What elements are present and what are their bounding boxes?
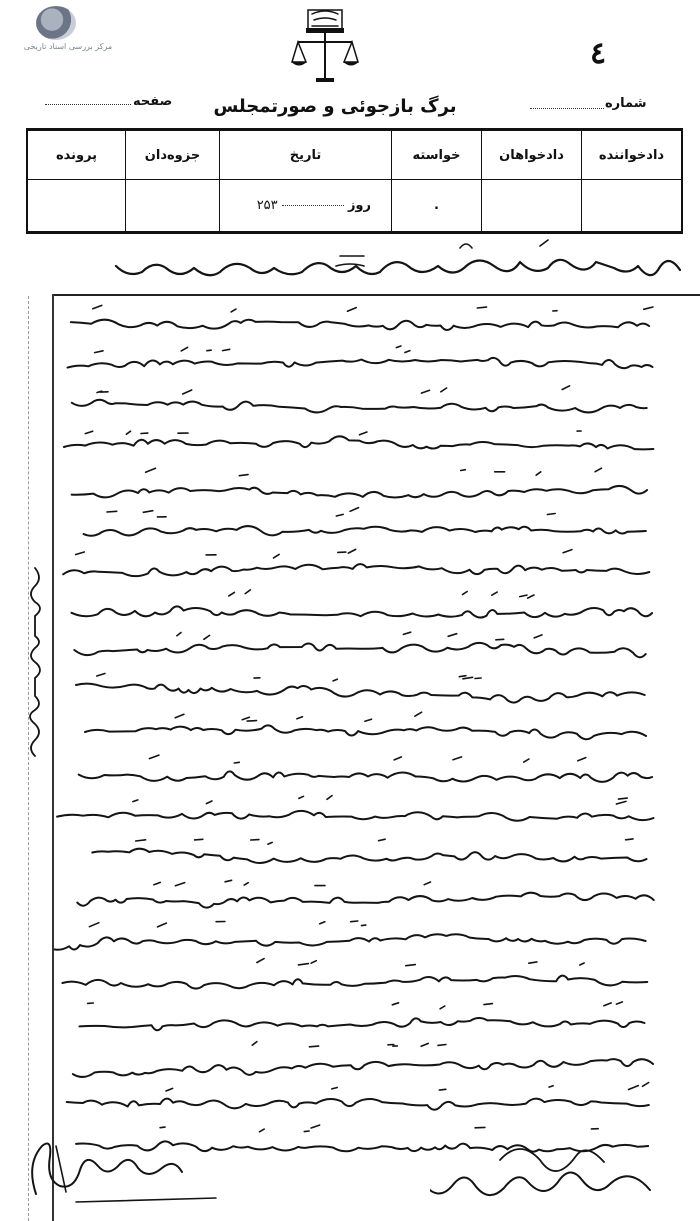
handwriting-diacritic (643, 1083, 649, 1087)
handwriting-line (64, 436, 654, 449)
first-sheet-handwriting (40, 236, 690, 296)
handwriting-diacritic (97, 674, 105, 677)
table-header-row (28, 131, 682, 180)
number-field-line (530, 108, 604, 109)
signature-right (430, 1140, 670, 1215)
handwriting-diacritic (146, 468, 156, 472)
handwriting-line (63, 564, 649, 576)
table-cell (28, 180, 126, 232)
handwriting-diacritic (439, 1089, 445, 1090)
handwriting-diacritic (403, 632, 410, 634)
handwriting-diacritic (229, 592, 235, 596)
table-row (28, 180, 682, 232)
page-field-line (45, 104, 131, 105)
handwriting-diacritic (578, 758, 586, 761)
handwriting-diacritic (242, 717, 249, 719)
handwriting-diacritic (362, 925, 366, 926)
handwriting-diacritic (297, 717, 303, 719)
column-header: تاریخ (220, 131, 392, 180)
handwriting-diacritic (158, 923, 167, 927)
handwriting-line (74, 643, 645, 657)
handwriting-line (84, 526, 646, 536)
handwriting-diacritic (528, 595, 534, 598)
handwriting-diacritic (529, 962, 537, 963)
handwriting-diacritic (453, 757, 462, 760)
handwriting-diacritic (143, 511, 153, 513)
handwriting-diacritic (234, 762, 239, 763)
column-header: خواسته (392, 131, 482, 180)
handwriting-diacritic (223, 349, 230, 350)
handwriting-diacritic (309, 1046, 318, 1047)
handwriting-diacritic (311, 1125, 320, 1128)
handwriting-line (62, 976, 647, 989)
handwriting-diacritic (166, 1088, 173, 1091)
handwriting-diacritic (563, 550, 572, 553)
handwriting-diacritic (534, 635, 542, 638)
handwriting-diacritic (459, 676, 466, 677)
handwriting-diacritic (406, 965, 416, 966)
watermark-logo (8, 6, 128, 58)
handwriting-diacritic (244, 883, 248, 885)
handwriting-diacritic (604, 1003, 611, 1006)
number-label: شماره (605, 96, 647, 111)
handwriting-diacritic (549, 1086, 553, 1087)
handwriting-diacritic (461, 470, 466, 471)
handwriting-diacritic (160, 1127, 165, 1128)
handwriting-line (79, 771, 652, 781)
table-cell (482, 180, 582, 232)
table-cell (126, 180, 220, 232)
handwriting-diacritic (396, 346, 401, 348)
handwriting-diacritic (379, 839, 386, 841)
page-label: صفحه (133, 94, 173, 109)
handwriting-diacritic (424, 882, 430, 885)
handwriting-diacritic (616, 801, 626, 804)
handwriting-diacritic (107, 511, 117, 512)
handwriting-diacritic (536, 472, 541, 475)
handwriting-diacritic (304, 1131, 309, 1132)
case-header-table (26, 128, 683, 234)
handwriting-line (92, 849, 646, 863)
handwriting-diacritic (351, 921, 358, 922)
form-title: برگ بازجوئی و صورتمجلس (213, 96, 457, 117)
handwriting-diacritic (626, 839, 633, 840)
handwriting-diacritic (225, 880, 232, 882)
handwriting-diacritic (616, 1002, 622, 1004)
handwriting-diacritic (619, 798, 628, 799)
handwriting-diacritic (239, 475, 248, 476)
handwriting-diacritic (149, 755, 159, 759)
handwriting-diacritic (562, 386, 569, 390)
handwriting-line (71, 606, 652, 617)
handwriting-diacritic (252, 1042, 257, 1046)
handwriting-diacritic (95, 351, 103, 353)
handwriting-diacritic (177, 633, 181, 636)
handwriting-diacritic (299, 796, 304, 798)
column-header: جزوه‌دان (126, 131, 220, 180)
handwriting-diacritic (175, 883, 184, 886)
handwriting-diacritic (438, 1045, 446, 1046)
handwriting-diacritic (629, 1086, 639, 1090)
column-header: پرونده (28, 131, 126, 180)
handwriting-diacritic (76, 552, 85, 555)
handwriting-diacritic (136, 840, 146, 841)
handwriting-diacritic (463, 592, 468, 595)
handwriting-diacritic (547, 514, 555, 515)
watermark-text: مرکز بررسی اسناد تاریخی (23, 42, 113, 51)
table-cell (582, 180, 682, 232)
handwriting-diacritic (298, 964, 308, 965)
handwriting-diacritic (347, 308, 356, 312)
handwriting-diacritic (333, 679, 337, 681)
handwriting-diacritic (421, 1043, 428, 1046)
handwriting-diacritic (257, 959, 264, 963)
handwriting-diacritic (475, 678, 481, 679)
column-header: دادخواننده (582, 131, 682, 180)
handwriting-diacritic (175, 714, 184, 718)
handwritten-testimony (54, 296, 694, 1221)
handwriting-line (85, 725, 646, 739)
handwriting-diacritic (415, 712, 422, 716)
handwriting-line (67, 1099, 649, 1110)
handwriting-diacritic (195, 839, 203, 840)
handwriting-diacritic (440, 1006, 445, 1009)
signature-left (16, 1132, 226, 1212)
handwriting-diacritic (245, 590, 250, 594)
handwriting-diacritic (133, 800, 138, 802)
handwriting-diacritic (644, 307, 653, 309)
handwriting-diacritic (348, 549, 355, 553)
handwriting-diacritic (207, 350, 211, 351)
handwriting-diacritic (441, 388, 447, 392)
handwriting-diacritic (394, 757, 401, 760)
handwriting-diacritic (477, 307, 486, 308)
handwriting-diacritic (320, 922, 325, 924)
handwriting-diacritic (448, 634, 457, 637)
handwriting-diacritic (311, 961, 316, 964)
handwriting-diacritic (260, 1129, 265, 1132)
date-day-label: روز (347, 198, 371, 213)
handwriting-diacritic (524, 759, 529, 762)
handwriting-diacritic (274, 554, 280, 558)
handwriting-diacritic (183, 390, 192, 394)
handwriting-diacritic (360, 432, 367, 435)
handwriting-diacritic (85, 431, 92, 433)
handwriting-diacritic (93, 305, 102, 308)
handwriting-line (68, 358, 653, 368)
handwriting-line (72, 400, 647, 413)
handwriting-diacritic (392, 1003, 398, 1005)
date-field-line (282, 205, 344, 206)
column-header: دادخواهان (482, 131, 582, 180)
handwriting-diacritic (89, 923, 99, 927)
handwriting-diacritic (126, 431, 130, 434)
watermark-emblem-icon (36, 6, 76, 40)
margin-annotation (20, 560, 50, 770)
handwriting-diacritic (247, 721, 256, 722)
handwriting-diacritic (181, 347, 188, 351)
handwriting-diacritic (484, 1004, 492, 1005)
handwriting-diacritic (595, 468, 601, 472)
handwriting-diacritic (268, 842, 272, 844)
date-cell (220, 180, 392, 232)
handwriting-line (76, 684, 645, 703)
handwriting-diacritic (580, 963, 584, 965)
justice-emblem-icon (290, 6, 360, 86)
handwriting-line (73, 1059, 653, 1077)
handwriting-diacritic (421, 390, 429, 393)
handwriting-line (80, 1018, 645, 1030)
handwriting-diacritic (204, 635, 210, 639)
handwriting-line (57, 811, 653, 821)
handwriting-line (71, 320, 649, 330)
date-year-value: ۲۵۳ (256, 198, 278, 213)
handwriting-line (77, 893, 653, 908)
handwriting-diacritic (327, 796, 332, 800)
handwriting-diacritic (206, 801, 212, 804)
handwriting-line (54, 934, 646, 949)
handwriting-line (72, 486, 648, 498)
handwriting-diacritic (496, 639, 504, 640)
handwriting-diacritic (154, 882, 160, 884)
handwriting-diacritic (365, 719, 372, 721)
handwriting-diacritic (350, 508, 358, 512)
handwriting-diacritic (231, 309, 236, 312)
page-number-mark: ٤ (590, 36, 607, 71)
handwriting-diacritic (336, 514, 343, 516)
handwriting-diacritic (405, 351, 410, 353)
handwriting-diacritic (520, 595, 527, 597)
claim-cell: . (392, 180, 482, 232)
handwriting-diacritic (492, 592, 497, 595)
handwriting-diacritic (332, 1088, 337, 1089)
handwriting-diacritic (463, 677, 473, 679)
